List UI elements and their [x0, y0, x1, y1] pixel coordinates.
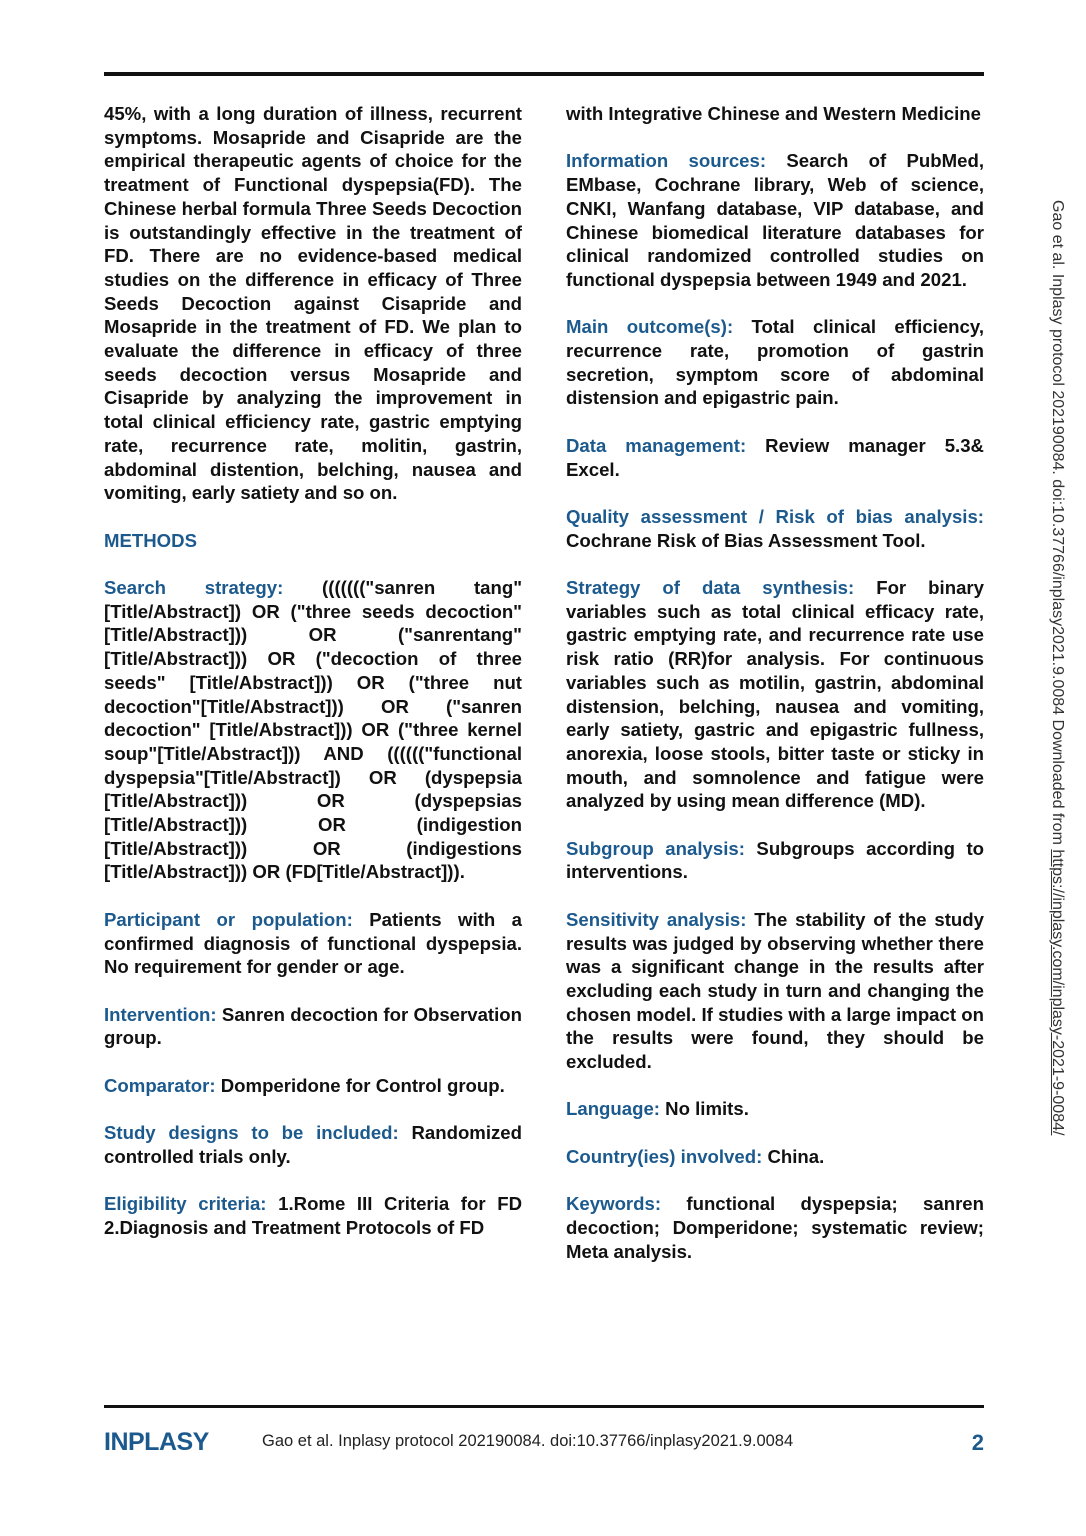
eligibility-continuation: with Integrative Chinese and Western Medicine — [566, 103, 982, 124]
methods-heading: METHODS — [104, 529, 197, 551]
section-text: Patients with a confirmed diagnosis of functional dyspepsia. No requirement for gender or age. — [104, 908, 522, 978]
section-label: Information sources: — [566, 150, 767, 172]
section-label: Eligibility criteria: — [104, 1193, 267, 1215]
section-label: Language: — [566, 1098, 661, 1120]
left-column — [104, 102, 522, 1263]
section-label: Strategy of data synthesis: — [566, 576, 855, 598]
section-text: Total clinical efficiency, recurrence rate, promotion of gastrin secretion, symptom score of abdominal distension and epigastric pain. — [566, 316, 984, 409]
section-label: Keywords: — [566, 1193, 662, 1215]
footer-citation: Gao et al. Inplasy protocol 202190084. doi:10.37766/inplasy2021.9.0084 — [262, 1432, 794, 1450]
intro-paragraph: 45%, with a long duration of illness, recurrent symptoms. Mosapride and Cisapride are the empirical therapeutic agents of choice for the treatment of Functional dyspepsia(FD). The Chinese herbal formula Three Seeds Decoction is outstandingly effective in the treatment of FD. There are no evidence-based medical studies on the difference in efficacy of Three Seeds Decoction against Cisapride and Mosapride in the treatment of FD. We plan to evaluate the difference in efficacy of three seeds decoction versus Mosapride and Cisapride by analyzing the improvement in total clinical efficiency rate, gastric emptying rate, recurrence rate, molitin, gastrin, abdominal distention, belching, nausea and vomiting, early satiety and so on. — [104, 103, 522, 504]
section-text: For binary variables such as total clinical efficacy rate, gastric emptying rate, and recurrence rate use risk ratio (RR)for analysis. For continuous variables such as motilin, gastrin, abdominal distension, belching, nausea and vomiting, early satiety, gastric and epigastric fullness, anorexia, loose stools, bitter taste or sticky in mouth, and somnolence and fatigue were analyzed by using mean difference (MD). — [566, 576, 984, 812]
section-text: China. — [762, 1145, 825, 1167]
section-text: Search of PubMed, EMbase, Cochrane library, Web of science, CNKI, Wanfang database, VIP database, and Chinese biomedical literature databases for clinical randomized controlled studies on functional dyspepsia between 1949 and 2021. — [566, 150, 984, 290]
section-participants — [104, 908, 522, 979]
section-label: Sensitivity analysis: — [566, 908, 747, 930]
section-search-strategy — [104, 576, 522, 884]
section-text: Sanren decoction for Observation group. — [104, 1003, 522, 1049]
side-note-text: Gao et al. Inplasy protocol 202190084. doi:10.37766/inplasy2021.9.0084 Downloaded from — [1049, 200, 1066, 850]
section-main-outcomes — [566, 315, 984, 410]
section-text: 1.Rome III Criteria for FD 2.Diagnosis and Treatment Protocols of FD — [104, 1193, 523, 1238]
section-label: Quality assessment / Risk of bias analysis: — [566, 505, 984, 527]
right-column — [566, 102, 984, 1287]
download-link[interactable]: https://inplasy.com/inplasy-2021-9-0084/ — [1049, 849, 1066, 1136]
section-text: Randomized controlled trials only. — [104, 1122, 523, 1167]
section-quality-assessment — [566, 505, 984, 552]
footer-rule — [104, 1405, 984, 1408]
page-number: 2 — [971, 1430, 984, 1455]
side-download-note — [1048, 200, 1066, 1135]
section-text: Subgroups according to interventions. — [566, 837, 985, 883]
section-subgroup-analysis — [566, 837, 984, 884]
section-label: Intervention: — [104, 1003, 217, 1025]
section-sensitivity-analysis — [566, 908, 984, 1074]
section-label: Comparator: — [104, 1074, 216, 1096]
section-data-synthesis — [566, 576, 984, 813]
section-text: No limits. — [660, 1098, 749, 1120]
section-data-management — [566, 434, 984, 481]
section-text: Review manager 5.3& Excel. — [566, 434, 984, 480]
section-information-sources — [566, 149, 984, 291]
section-comparator — [104, 1074, 522, 1098]
section-label: Study designs to be included: — [104, 1122, 399, 1144]
section-label: Country(ies) involved: — [566, 1145, 763, 1167]
section-label: Subgroup analysis: — [566, 837, 745, 859]
section-text: functional dyspepsia; sanren decoction; Domperidone; systematic review; Meta analysis. — [566, 1193, 984, 1262]
section-text: ((((((("sanren tang"[Title/Abstract]) OR ("three seeds decoction" [Title/Abstract])) OR ("sanrentang"[Title/Abstract])) OR ("decoction of three seeds" [Title/Abstract])) OR ("three nut decoction"[Title/Abstract])) OR ("sanren decoction" [Title/Abstract])) OR ("three kernel soup"[Title/Abstract])) AND (((((("functional dyspepsia"[Title/Abstract]) OR (dyspepsia [Title/Abstract])) OR (dyspepsias [Title/Abstract])) OR (indigestion [Title/Abstract])) OR (indigestions [Title/Abstract])) OR (FD[Title/Abstract])). — [104, 577, 523, 883]
section-label: Main outcome(s): — [566, 316, 734, 338]
section-label: Data management: — [566, 434, 747, 456]
section-language — [566, 1097, 984, 1121]
section-text: Domperidone for Control group. — [215, 1074, 505, 1096]
section-text: Cochrane Risk of Bias Assessment Tool. — [566, 529, 926, 551]
section-label: Search strategy: — [104, 577, 284, 599]
section-study-designs — [104, 1121, 522, 1168]
section-keywords — [566, 1192, 984, 1263]
section-countries — [566, 1145, 984, 1169]
section-text: The stability of the study results was judged by observing whether there was a significant change in the results after excluding each study in turn and changing the chosen model. If studies with a large impact on the results were found, they should be excluded. — [566, 908, 984, 1073]
section-intervention — [104, 1003, 522, 1050]
header-rule — [104, 72, 984, 76]
section-eligibility — [104, 1192, 522, 1239]
section-label: Participant or population: — [104, 908, 353, 930]
footer-brand-logo: INPLASY — [104, 1428, 209, 1456]
